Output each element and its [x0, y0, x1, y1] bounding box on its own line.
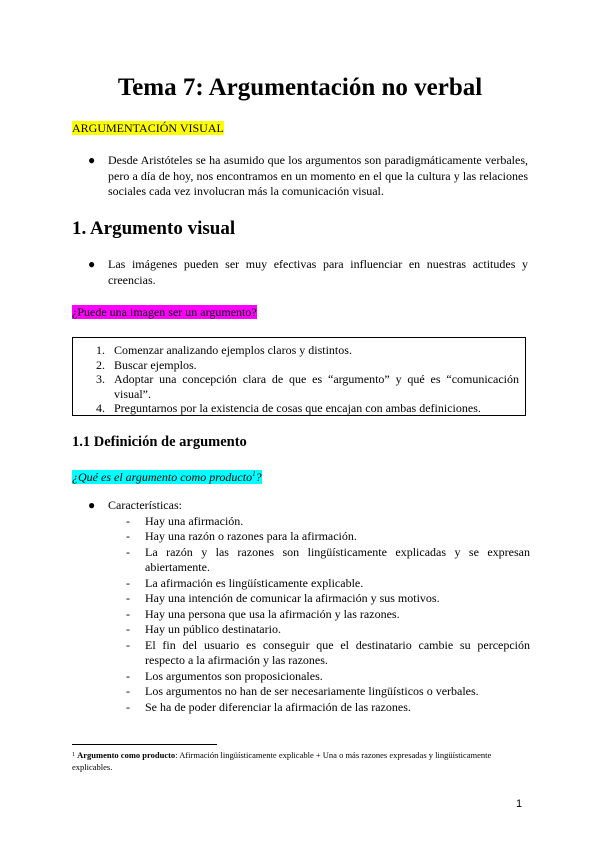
page-title: Tema 7: Argumentación no verbal: [117, 74, 483, 101]
list-item-text: Buscar ejemplos.: [114, 357, 197, 372]
footnote-divider: [72, 744, 217, 745]
list-item: [90, 638, 530, 669]
section-label-text: ARGUMENTACIÓN VISUAL: [72, 121, 224, 135]
section-1-question-text: ¿Puede una imagen ser un argumento?: [72, 305, 257, 319]
footnote: [72, 749, 512, 773]
dash-icon: -: [126, 591, 130, 605]
list-item-number: 3.: [96, 372, 105, 386]
section-1-bullet-text: Las imágenes pueden ser muy efectivas para influenciar en nuestras actitudes y creencias.: [108, 257, 528, 287]
section-1-question: [72, 305, 257, 320]
list-item-text: Hay una razón o razones para la afirmación.: [145, 529, 357, 543]
list-item-text: Hay una afirmación.: [145, 513, 244, 528]
list-item: [90, 607, 530, 623]
bullet-icon: ●: [88, 153, 96, 167]
dash-icon: -: [126, 606, 130, 621]
list-item: [90, 545, 530, 576]
list-item: [73, 401, 527, 416]
list-item-text: Los argumentos no han de ser necesariamente lingüísticos o verbales.: [145, 684, 479, 698]
steps-box: [72, 337, 526, 416]
list-item-text: Preguntarnos por la existencia de cosas que encajan con ambas definiciones.: [114, 401, 481, 415]
list-item-text: Hay un público destinatario.: [145, 622, 281, 636]
steps-list: [73, 343, 527, 416]
section-1-heading: 1. Argumento visual: [72, 218, 236, 239]
dash-icon: -: [126, 575, 130, 590]
list-item: [73, 372, 527, 401]
section-1-1-question-text: ¿Qué es el argumento como producto: [72, 470, 253, 484]
list-item-text: El fin del usuario es conseguir que el destinatario cambie su percepción respecto a la afirmación y las razones.: [145, 637, 530, 667]
dash-icon: -: [126, 637, 130, 652]
dash-icon: -: [126, 529, 130, 543]
intro-bullet-text: Desde Aristóteles se ha asumido que los argumentos son paradigmáticamente verbales, pero a día de hoy, nos encontramos en un momento en el que la cultura y las relaciones sociales cada vez involucran más la comunicación visual.: [108, 153, 528, 198]
list-item: [90, 622, 530, 638]
section-1-1-question-highlight: [72, 470, 262, 484]
list-item-text: La razón y las razones son lingüísticamente explicadas y se expresan abiertamente.: [145, 544, 530, 574]
footnote-number: 1: [72, 752, 75, 758]
dash-icon: -: [126, 622, 130, 636]
section-1-1-heading: 1.1 Definición de argumento: [72, 434, 247, 450]
dash-icon: -: [126, 699, 130, 714]
section-1-bullet: [90, 257, 528, 288]
footnote-text: : Afirmación lingüísticamente explicable + Una o más razones expresadas y lingüísticamente explicables.: [72, 750, 492, 772]
list-item: [73, 343, 527, 358]
list-item: [90, 591, 530, 607]
section-label: [72, 121, 224, 136]
section-1-1-question: [72, 467, 262, 485]
list-item-text: Comenzar analizando ejemplos claros y distintos.: [114, 343, 352, 357]
footnote-term: Argumento como producto: [77, 750, 176, 760]
list-item: [90, 684, 530, 700]
list-item: [90, 514, 530, 530]
list-item-number: 2.: [96, 357, 105, 372]
page-number: 1: [516, 798, 523, 810]
dash-icon: -: [126, 544, 130, 559]
footnote-ref: 1: [252, 470, 256, 478]
list-item-text: Se ha de poder diferenciar la afirmación de las razones.: [145, 699, 411, 714]
list-item-text: Los argumentos son proposicionales.: [145, 668, 323, 683]
list-item: [90, 669, 530, 685]
list-item: [90, 529, 530, 545]
dash-icon: -: [126, 513, 130, 528]
dash-icon: -: [126, 684, 130, 698]
list-item-number: 4.: [96, 401, 105, 415]
list-item-text: Adoptar una concepción clara de que es “argumento” y qué es “comunicación visual”.: [114, 372, 519, 401]
characteristics-label: Características:: [108, 498, 182, 512]
intro-bullet: [90, 153, 528, 200]
question-mark: ?: [255, 470, 262, 484]
list-item: [90, 576, 530, 592]
list-item-text: La afirmación es lingüísticamente explicable.: [145, 575, 364, 590]
list-item: [90, 700, 530, 716]
characteristics-list: [90, 498, 530, 715]
list-item: [73, 358, 527, 373]
list-item-text: Hay una intención de comunicar la afirmación y sus motivos.: [145, 591, 440, 605]
characteristics-heading: [90, 498, 530, 514]
list-item-number: 1.: [96, 343, 105, 357]
list-item-text: Hay una persona que usa la afirmación y las razones.: [145, 606, 400, 621]
bullet-icon: ●: [88, 257, 96, 271]
bullet-icon: ●: [88, 498, 96, 512]
dash-icon: -: [126, 668, 130, 683]
